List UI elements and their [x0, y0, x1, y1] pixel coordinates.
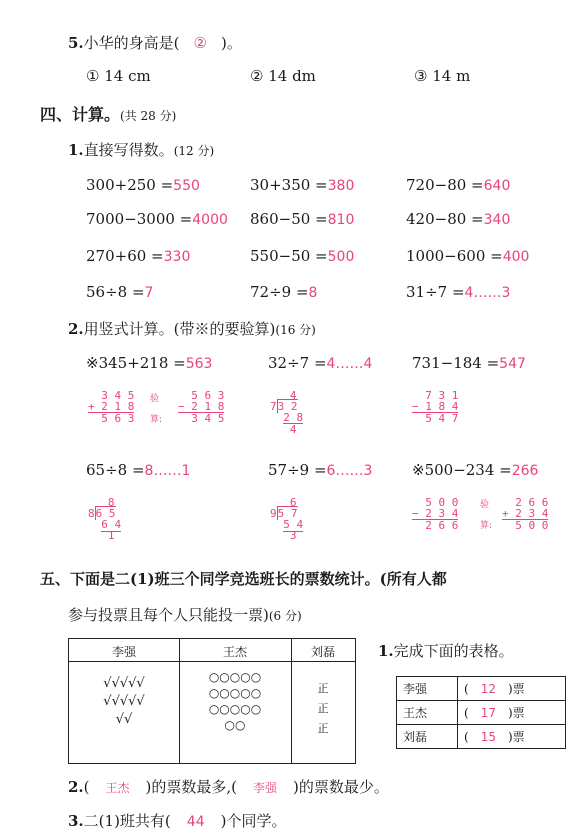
q5-number: 5. [68, 34, 84, 52]
li-tally [69, 675, 179, 729]
table-row [397, 725, 566, 749]
q5-option-2: ② 14 dm [250, 67, 316, 85]
answer: 400 [502, 249, 530, 265]
section5-title: 五、下面是二(1)班三个同学竞选班长的票数统计。(所有人都 [40, 570, 447, 588]
answer: 563 [185, 356, 213, 372]
expression: 860−50 = [250, 210, 328, 228]
mental-math-item [250, 283, 317, 301]
mental-math-item [86, 176, 200, 194]
unit: 票 [512, 706, 525, 720]
q5-option-3: ③ 14 m [414, 67, 471, 85]
value-cell [458, 701, 566, 725]
answer-least: 李强 [253, 781, 278, 795]
answer: 4000 [192, 212, 228, 228]
q5-text: 小华的身高是( [83, 34, 180, 52]
vertical-work-subtraction: 7 3 1 − 1 8 4 5 4 7 [412, 389, 459, 425]
expression: ※500−234 = [412, 461, 512, 479]
paren-close: ) [507, 730, 513, 744]
q5-line [68, 32, 242, 53]
header-liu: 刘磊 [310, 645, 335, 659]
table-row [397, 677, 566, 701]
section5-points: (6 分) [268, 609, 302, 623]
expression: ※345+218 = [86, 354, 186, 372]
text: ( [83, 778, 90, 796]
table-row [397, 701, 566, 725]
answer: 8 [308, 285, 318, 301]
s4q1-text: 直接写得数。 [83, 141, 174, 159]
check-label [150, 394, 162, 426]
tally-row: ○○○○○ [208, 702, 262, 716]
check-label-2: 算: [480, 521, 493, 531]
answer: 550 [173, 178, 200, 194]
s4q2-heading [68, 318, 316, 339]
paren-open: ( [464, 706, 469, 720]
s4q2-item [268, 354, 372, 372]
s5q3-line [68, 810, 286, 831]
tally-row: ○○ [224, 718, 246, 732]
expression: 30+350 = [250, 176, 328, 194]
answer: 6……3 [326, 463, 373, 479]
section4-title [40, 102, 176, 125]
vertical-work-division: 4 73 2 2 8 4 [270, 389, 304, 436]
tally-row: 正 [317, 722, 329, 735]
q5-close: )。 [220, 34, 242, 52]
vote-tally-table [68, 638, 356, 764]
name-cell: 刘磊 [397, 725, 458, 749]
s4q2-item [412, 354, 526, 372]
answer: 266 [511, 463, 539, 479]
check-label-1: 验 [480, 500, 490, 510]
answer: 340 [483, 212, 511, 228]
tally-row: 正 [317, 682, 329, 695]
tally-row: √√√√√ [103, 694, 145, 709]
header-wang: 王杰 [222, 645, 247, 659]
q5-option-1: ① 14 cm [86, 67, 151, 85]
mental-math-item [406, 283, 510, 301]
s4q2-text: 用竖式计算。(带※的要验算) [83, 320, 276, 338]
s4q2-item [268, 461, 372, 479]
section4-title-text: 四、计算。 [40, 105, 121, 124]
answer: 4……4 [326, 356, 373, 372]
section5-title-line2: 参与投票且每个人只能投一票) [68, 606, 269, 624]
section4-points: (共 28 分) [120, 109, 177, 123]
name-cell: 王杰 [397, 701, 458, 725]
expression: 550−50 = [250, 247, 328, 265]
s5q2-number: 2. [68, 778, 84, 796]
answer: 330 [163, 249, 191, 265]
s4q1-points: (12 分) [173, 144, 215, 158]
expression: 1000−600 = [406, 247, 503, 265]
vote-count: 17 [480, 706, 496, 720]
result-table [396, 676, 566, 749]
s4q1-heading [68, 139, 214, 160]
expression: 56÷8 = [86, 283, 145, 301]
text: )的票数最多,( [145, 778, 238, 796]
answer: 7 [144, 285, 154, 301]
expression: 57÷9 = [268, 461, 327, 479]
s4q2-number: 2. [68, 320, 84, 338]
paren-open: ( [464, 682, 469, 696]
check-label-2: 算: [150, 415, 163, 425]
expression: 32÷7 = [268, 354, 327, 372]
expression: 7000−3000 = [86, 210, 193, 228]
mental-math-item [406, 176, 510, 194]
s4q2-points: (16 分) [275, 323, 316, 337]
tally-row: √√√√√ [103, 676, 145, 691]
expression: 300+250 = [86, 176, 174, 194]
paren-close: ) [507, 706, 513, 720]
value-cell [458, 725, 566, 749]
check-label-1: 验 [150, 394, 160, 404]
answer: 640 [483, 178, 511, 194]
vertical-work-check-sub: 5 6 3 − 2 1 8 3 4 5 [178, 389, 225, 425]
answer: 810 [327, 212, 355, 228]
mental-math-item [250, 176, 354, 194]
s4q1-number: 1. [68, 141, 84, 159]
paren-open: ( [464, 730, 469, 744]
q5-answer: ② [193, 34, 207, 52]
expression: 65÷8 = [86, 461, 145, 479]
paren-close: ) [507, 682, 513, 696]
unit: 票 [512, 682, 525, 696]
s4q2-item [86, 461, 190, 479]
mental-math-item [86, 210, 228, 228]
expression: 270+60 = [86, 247, 164, 265]
vertical-work-addition: 3 4 5 + 2 1 8 5 6 3 [88, 389, 135, 425]
expression: 731−184 = [412, 354, 500, 372]
expression: 720−80 = [406, 176, 484, 194]
value-cell [458, 677, 566, 701]
mental-math-item [86, 247, 190, 265]
s5q1-number: 1. [378, 642, 394, 660]
answer: 380 [327, 178, 355, 194]
s5q1-text: 完成下面的表格。 [393, 642, 514, 660]
answer: 547 [499, 356, 526, 372]
mental-math-item [86, 283, 153, 301]
answer: 500 [327, 249, 355, 265]
text: )的票数最少。 [293, 778, 389, 796]
s4q2-item [86, 354, 212, 372]
s5q3-number: 3. [68, 812, 84, 830]
mental-math-item [406, 210, 510, 228]
text: 二(1)班共有( [83, 812, 171, 830]
mental-math-item [250, 210, 354, 228]
tally-row: ○○○○○ [208, 670, 262, 684]
vertical-work-subtraction: 5 0 0 − 2 3 4 2 6 6 [412, 496, 459, 532]
s5q1-heading [378, 640, 514, 661]
unit: 票 [512, 730, 525, 744]
wang-tally [179, 669, 291, 733]
vertical-work-division: 6 95 7 5 4 3 [270, 496, 304, 542]
expression: 72÷9 = [250, 283, 309, 301]
tally-row: √√ [115, 712, 133, 727]
vertical-work-division: 8 86 5 6 4 1 [88, 496, 122, 542]
vote-count: 12 [480, 682, 496, 696]
vertical-work-check-add: 2 6 6 + 2 3 4 5 0 0 [502, 496, 549, 532]
tally-row: ○○○○○ [208, 686, 262, 700]
text: )个同学。 [220, 812, 287, 830]
answer: 4……3 [464, 285, 511, 301]
liu-tally [291, 679, 355, 739]
section5-title-cont [68, 604, 302, 625]
mental-math-item [250, 247, 354, 265]
s4q2-item [412, 461, 538, 479]
check-label [480, 500, 492, 532]
name-cell: 李强 [397, 677, 458, 701]
header-li: 李强 [111, 645, 136, 659]
mental-math-item [406, 247, 529, 265]
s5q2-line [68, 776, 389, 797]
vote-count: 15 [480, 730, 496, 744]
answer-most: 王杰 [105, 781, 130, 795]
tally-row: 正 [317, 702, 329, 715]
answer-total: 44 [186, 814, 205, 830]
expression: 420−80 = [406, 210, 484, 228]
expression: 31÷7 = [406, 283, 465, 301]
answer: 8……1 [144, 463, 191, 479]
